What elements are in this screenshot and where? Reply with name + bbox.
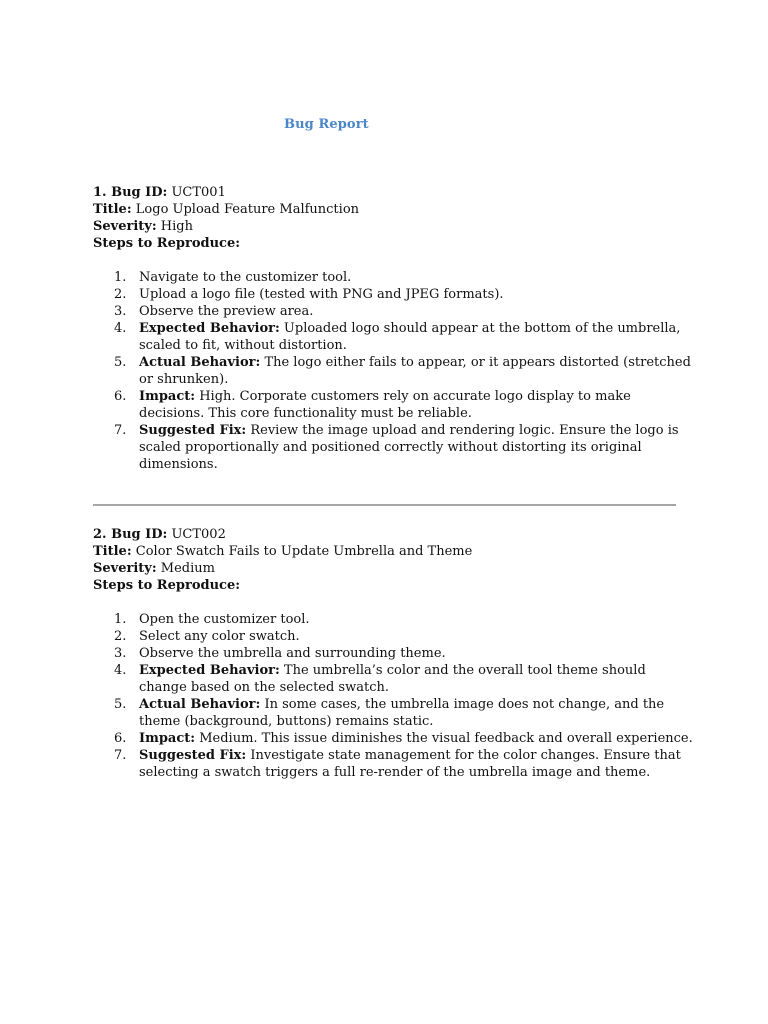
bug-title-value: Logo Upload Feature Malfunction	[135, 202, 360, 217]
step-text: Review the image upload and rendering logic. Ensure the logo is scaled proportionally and positioned correctly without distorting its original dimensions.	[139, 423, 679, 472]
step-item: 1. Open the customizer tool.	[114, 612, 310, 627]
step-item: 5. Actual Behavior: In some cases, the umbrella image does not change, and the theme (background, buttons) remains static.	[114, 697, 665, 729]
bug-severity-label: Severity:	[93, 219, 157, 234]
bug-title-line	[93, 201, 693, 218]
bug-severity-value: Medium	[160, 561, 215, 576]
step-text: Uploaded logo should appear at the bottom of the umbrella, scaled to fit, without distortion.	[139, 321, 681, 353]
step-label: Expected Behavior:	[139, 663, 280, 678]
step-text: Investigate state management for the color changes. Ensure that selecting a swatch triggers a full re-render of the umbrella image and theme.	[139, 748, 681, 780]
step-text: High. Corporate customers rely on accurate logo display to make decisions. This core functionality must be reliable.	[139, 389, 631, 421]
step-text: Open the customizer tool.	[139, 612, 310, 627]
step-text: Navigate to the customizer tool.	[139, 270, 352, 285]
step-text: Observe the preview area.	[139, 304, 314, 319]
bug-severity-value: High	[160, 219, 193, 234]
section-divider	[93, 504, 676, 506]
step-text: Medium. This issue diminishes the visual feedback and overall experience.	[199, 731, 693, 746]
bug-severity-label: Severity:	[93, 561, 157, 576]
step-item: 2. Select any color swatch.	[114, 629, 300, 644]
step-item: 4. Expected Behavior: The umbrella’s color and the overall tool theme should change based on the selected swatch.	[114, 663, 646, 695]
step-label: Actual Behavior:	[139, 355, 261, 370]
page-title: Bug Report	[284, 117, 369, 132]
steps-list	[93, 269, 693, 473]
step-item: 6. Impact: Medium. This issue diminishes the visual feedback and overall experience.	[114, 731, 693, 746]
step-label: Impact:	[139, 731, 196, 746]
step-text: In some cases, the umbrella image does not change, and the theme (background, buttons) remains static.	[139, 697, 665, 729]
step-label: Suggested Fix:	[139, 423, 247, 438]
step-item: 7. Suggested Fix: Investigate state management for the color changes. Ensure that selecting a swatch triggers a full re-render of the umbrella image and theme.	[114, 748, 681, 780]
step-item: 3. Observe the preview area.	[114, 304, 314, 319]
step-label: Expected Behavior:	[139, 321, 280, 336]
step-item: 2. Upload a logo file (tested with PNG and JPEG formats).	[114, 287, 504, 302]
step-label: Suggested Fix:	[139, 748, 247, 763]
bug-title-label: Title:	[93, 202, 132, 217]
bug-severity-line	[93, 560, 693, 577]
bug-id-value: UCT002	[171, 527, 226, 542]
bug-id-line	[93, 184, 693, 201]
step-item: 3. Observe the umbrella and surrounding theme.	[114, 646, 446, 661]
step-label: Actual Behavior:	[139, 697, 261, 712]
bug-title-label: Title:	[93, 544, 132, 559]
step-text: Observe the umbrella and surrounding theme.	[139, 646, 446, 661]
step-text: Select any color swatch.	[139, 629, 300, 644]
steps-list	[93, 611, 693, 781]
bug-id-line	[93, 526, 693, 543]
bug-id-value: UCT001	[171, 185, 226, 200]
bug-report-uct002	[93, 526, 693, 781]
step-item: 5. Actual Behavior: The logo either fails to appear, or it appears distorted (stretched or shrunken).	[114, 355, 691, 387]
bug-severity-line	[93, 218, 693, 235]
step-text: The logo either fails to appear, or it appears distorted (stretched or shrunken).	[139, 355, 691, 387]
step-item: 7. Suggested Fix: Review the image upload and rendering logic. Ensure the logo is scaled proportionally and positioned correctly without distorting its original dimensions.	[114, 423, 679, 472]
step-item: 4. Expected Behavior: Uploaded logo should appear at the bottom of the umbrella, scaled to fit, without distortion.	[114, 321, 681, 353]
bug-title-line	[93, 543, 693, 560]
step-text: Upload a logo file (tested with PNG and JPEG formats).	[139, 287, 504, 302]
steps-heading: Steps to Reproduce:	[93, 578, 241, 593]
bug-id-label: 2. Bug ID:	[93, 527, 168, 542]
step-item: 1. Navigate to the customizer tool.	[114, 270, 352, 285]
bug-report-uct001	[93, 184, 693, 473]
bug-title-value: Color Swatch Fails to Update Umbrella and Theme	[135, 544, 473, 559]
step-item: 6. Impact: High. Corporate customers rely on accurate logo display to make decisions. This core functionality must be reliable.	[114, 389, 631, 421]
bug-id-label: 1. Bug ID:	[93, 185, 168, 200]
step-label: Impact:	[139, 389, 196, 404]
steps-heading: Steps to Reproduce:	[93, 236, 241, 251]
step-text: The umbrella’s color and the overall tool theme should change based on the selected swatch.	[139, 663, 646, 695]
